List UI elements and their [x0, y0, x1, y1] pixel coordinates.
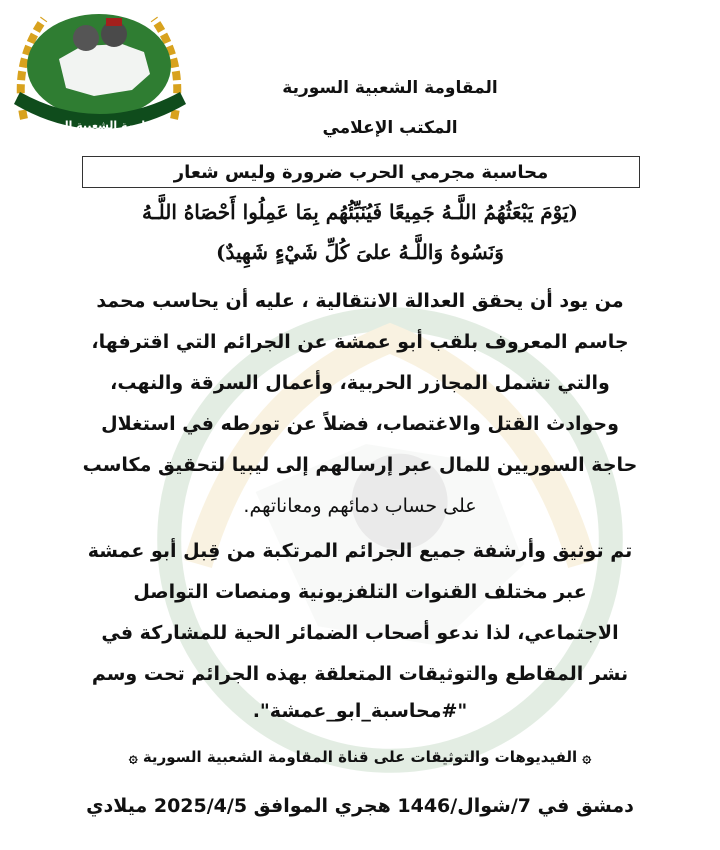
- verse-line-2: وَنَسُوهُ وَاللَّـهُ علىَ كُلِّ شَيْءٍ شَهِيدٌ): [216, 240, 504, 264]
- verse-line-1: (يَوْمَ يَبْعَثُهُمُ اللَّـهُ جَمِيعًا فَيُنَبِّئُهُم بِمَا عَمِلُوا أَحْصَاهُ اللَّـهُ: [142, 200, 578, 224]
- paragraph-1-line: على حساب دمائهم ومعاناتهم.: [243, 495, 477, 517]
- organization-name: المقاومة الشعبية السورية: [282, 78, 498, 98]
- statement-title: محاسبة مجرمي الحرب ضرورة وليس شعار: [82, 156, 640, 188]
- paragraph-2-line: "#محاسبة_ابو_عمشة".: [252, 700, 468, 722]
- media-office-name: المكتب الإعلامي: [322, 118, 458, 138]
- paragraph-2-line: نشر المقاطع والتوثيقات المتعلقة بهذه الجرائم تحت وسم: [91, 663, 629, 685]
- paragraph-2-line: عبر مختلف القنوات التلفزيونية ومنصات التواصل: [133, 581, 587, 603]
- channel-note: ۞ الفيديوهات والتوثيقات على قناة المقاومة الشعبية السورية ۞: [128, 748, 592, 766]
- paragraph-2-line: تم توثيق وأرشفة جميع الجرائم المرتكبة من قِبل أبو عمشة: [87, 540, 633, 562]
- paragraph-1-line: جاسم المعروف بلقب أبو عمشة عن الجرائم التي اقترفها،: [91, 331, 629, 353]
- paragraph-1-line: من يود أن يحقق العدالة الانتقالية ، عليه أن يحاسب محمد: [96, 290, 624, 312]
- paragraph-1-line: والتي تشمل المجازر الحربية، وأعمال السرقة والنهب،: [110, 372, 610, 394]
- logo-ribbon-text: المقاومة الشعبية السورية: [29, 119, 169, 132]
- paragraph-1-line: حاجة السوريين للمال عبر إرسالهم إلى ليبيا لتحقيق مكاسب: [82, 454, 638, 476]
- organization-logo: [4, 4, 194, 144]
- paragraph-1-line: وحوادث القتل والاغتصاب، فضلاً عن تورطه في استغلال: [101, 413, 619, 435]
- paragraph-2-line: الاجتماعي، لذا ندعو أصحاب الضمائر الحية للمشاركة في: [101, 622, 619, 644]
- date-line: دمشق في 7/شوال/1446 هجري الموافق 2025/4/5 ميلادي: [86, 795, 634, 817]
